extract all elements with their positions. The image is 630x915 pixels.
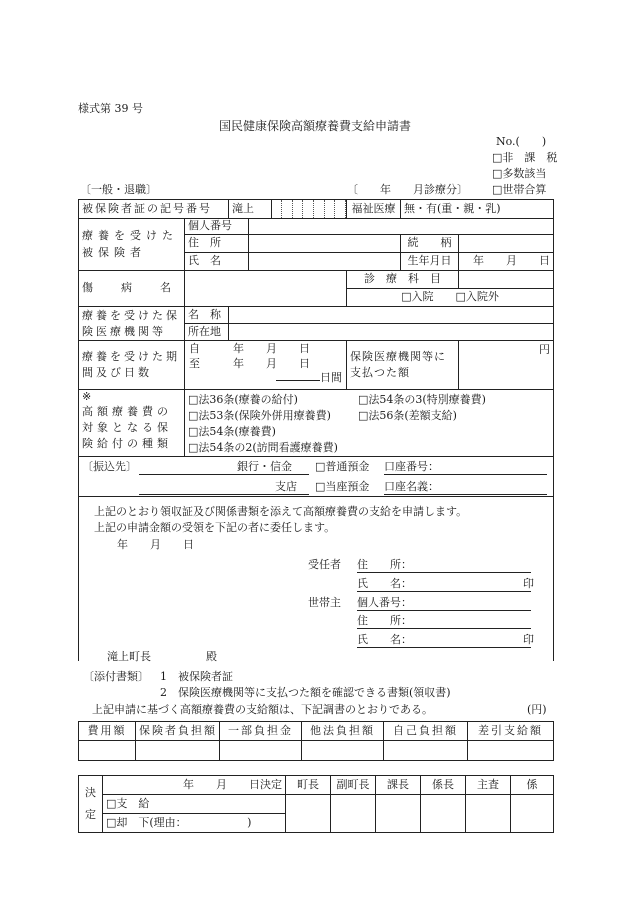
patient-label: 療養を受けた被保険者 xyxy=(79,219,185,271)
head-address-label: 住 所： xyxy=(357,614,412,627)
head-seal: 印 xyxy=(523,633,534,646)
address-label: 住 所 xyxy=(185,235,249,253)
header-net: 差引支給額 xyxy=(468,722,554,741)
attachment-2: 2 保険医療機関等に支払つた額を確認できる書類(領収書) xyxy=(160,686,451,699)
kind-art54[interactable]: □法54条(療養費) xyxy=(188,424,276,438)
disease-label: 傷 病 名 xyxy=(79,271,185,307)
welfare-label: 福祉医療 xyxy=(347,200,401,219)
address-field[interactable] xyxy=(249,235,401,253)
form-title: 国民健康保険高額療養費支給申請書 xyxy=(219,119,412,133)
kind-art54-3[interactable]: □法54条の3(特別療養費) xyxy=(358,393,486,406)
household-checkbox[interactable]: □世帯合算 xyxy=(492,183,547,196)
inpatient-checkbox[interactable]: □入院 □入院外 xyxy=(347,289,554,307)
welfare-value[interactable]: 無・有(重・親・乳) xyxy=(401,200,554,219)
personal-number-field[interactable] xyxy=(249,219,554,235)
role-deputy: 副町長 xyxy=(331,776,376,795)
current-checkbox[interactable]: □当座預金 xyxy=(315,480,370,493)
declaration-line-1: 上記のとおり領収証及び関係書類を添えて高額療養費の支給を申請します。 xyxy=(94,505,468,518)
agent-address-label: 住 所： xyxy=(357,558,412,571)
declaration-date: 年 月 日 xyxy=(117,538,194,551)
name-label: 氏 名 xyxy=(185,253,249,271)
term-to: 至 年 月 日 xyxy=(189,356,310,370)
institution-name-label: 名 称 xyxy=(185,307,229,324)
account-number-label: 口座番号： xyxy=(384,460,439,473)
partial-field[interactable] xyxy=(220,741,302,761)
stamp-unit-chief[interactable] xyxy=(421,795,466,833)
agent-seal: 印 xyxy=(523,577,534,590)
paid-label: 保険医療機関等に支払つた額 xyxy=(347,341,459,390)
dept-label: 診 療 科 目 xyxy=(347,271,459,289)
attachments-label: 〔添付書類〕 xyxy=(83,670,149,683)
birth-label: 生年月日 xyxy=(401,253,459,271)
personal-number-label: 個人番号 xyxy=(185,219,249,235)
kind-art54-2[interactable]: □法54条の2(訪問看護療養費) xyxy=(188,440,338,454)
dept-field[interactable] xyxy=(459,271,554,289)
multiple-checkbox[interactable]: □多数該当 xyxy=(492,167,547,180)
kind-art53[interactable]: □法53条(保険外併用療養費) xyxy=(188,408,331,422)
institution-label: 療養を受けた保険医療機関等 xyxy=(79,307,185,341)
calc-note: 上記申請に基づく高額療養費の支給額は、下記調書のとおりである。 xyxy=(92,703,433,716)
role-mayor: 町長 xyxy=(286,776,331,795)
other-law-field[interactable] xyxy=(302,741,384,761)
calc-table xyxy=(78,721,554,761)
agent-label: 受任者 xyxy=(308,558,341,571)
term-from: 自 年 月 日 xyxy=(189,342,310,355)
head-name-label: 氏 名： xyxy=(357,633,412,646)
addressee: 滝上町長 殿 xyxy=(107,650,217,663)
number-field: No.( ) xyxy=(496,135,547,148)
decision-date: 年 月 日決定 xyxy=(103,776,286,795)
attachment-1: 1 被保険者証 xyxy=(160,670,233,683)
insured-number-field[interactable] xyxy=(229,200,347,219)
term-days: 日間 xyxy=(320,371,342,385)
town-code: 滝上 xyxy=(229,200,272,218)
role-section-chief: 課長 xyxy=(376,776,421,795)
kind-art56[interactable]: □法56条(差額支給) xyxy=(358,408,457,422)
disease-field[interactable] xyxy=(185,271,347,307)
agent-name-label: 氏 名： xyxy=(357,577,412,590)
account-name-label: 口座名義： xyxy=(384,480,439,493)
institution-name-field[interactable] xyxy=(229,307,554,324)
stamp-section-chief[interactable] xyxy=(376,795,421,833)
relation-label: 続 柄 xyxy=(401,235,459,253)
role-unit-chief: 係長 xyxy=(421,776,466,795)
role-senior: 主査 xyxy=(466,776,511,795)
stamp-senior[interactable] xyxy=(466,795,511,833)
term-label: 療養を受けた期間及び日数 xyxy=(79,341,185,390)
declaration-line-2: 上記の申請金額の受領を下記の者に委任します。 xyxy=(94,521,336,534)
self-field[interactable] xyxy=(384,741,468,761)
decision-label: 決定 xyxy=(79,776,103,833)
net-field[interactable] xyxy=(468,741,554,761)
bank-label: 銀行・信金 xyxy=(237,460,292,473)
birth-field[interactable]: 年 月 日 xyxy=(459,253,554,271)
paid-field[interactable] xyxy=(459,341,554,390)
calc-unit: (円) xyxy=(527,703,547,716)
institution-address-label: 所在地 xyxy=(185,324,229,341)
institution-address-field[interactable] xyxy=(229,324,554,341)
cost-field[interactable] xyxy=(79,741,136,761)
kind-mark: ※ xyxy=(82,390,92,403)
reject-checkbox[interactable]: □却 下(理由： ) xyxy=(103,814,286,833)
ordinary-checkbox[interactable]: □普通預金 xyxy=(315,460,370,473)
stamp-staff[interactable] xyxy=(511,795,554,833)
kind-label: 高額療養費の対象となる保険給付の種類 xyxy=(82,404,172,450)
role-staff: 係 xyxy=(511,776,554,795)
head-label: 世帯主 xyxy=(308,596,341,609)
pay-checkbox[interactable]: □支 給 xyxy=(103,795,286,814)
header-insurer: 保険者負担額 xyxy=(136,722,220,741)
decision-table xyxy=(78,775,554,833)
non-taxable-checkbox[interactable]: □非 課 税 xyxy=(492,151,558,164)
yen-unit: 円 xyxy=(539,343,550,356)
period-label: 〔 年 月診療分〕 xyxy=(347,183,468,196)
insurer-field[interactable] xyxy=(136,741,220,761)
stamp-mayor[interactable] xyxy=(286,795,331,833)
bank-prefix: 〔振込先〕 xyxy=(82,460,137,473)
form-number: 様式第 39 号 xyxy=(78,102,143,115)
stamp-deputy[interactable] xyxy=(331,795,376,833)
head-number-label: 個人番号： xyxy=(357,596,412,609)
insured-number-label: 被保険者証の記号番号 xyxy=(79,200,229,219)
header-other-law: 他法負担額 xyxy=(302,722,384,741)
header-self: 自己負担額 xyxy=(384,722,468,741)
relation-field[interactable] xyxy=(459,235,554,253)
branch-label: 支店 xyxy=(275,480,297,493)
kind-art36[interactable]: □法36条(療養の給付) xyxy=(188,393,298,406)
bank-row xyxy=(79,457,554,497)
category-label: 〔一般・退職〕 xyxy=(80,183,157,196)
header-partial: 一部負担金 xyxy=(220,722,302,741)
header-cost: 費用額 xyxy=(79,722,136,741)
name-field[interactable] xyxy=(249,253,401,271)
term-field[interactable] xyxy=(185,341,347,390)
